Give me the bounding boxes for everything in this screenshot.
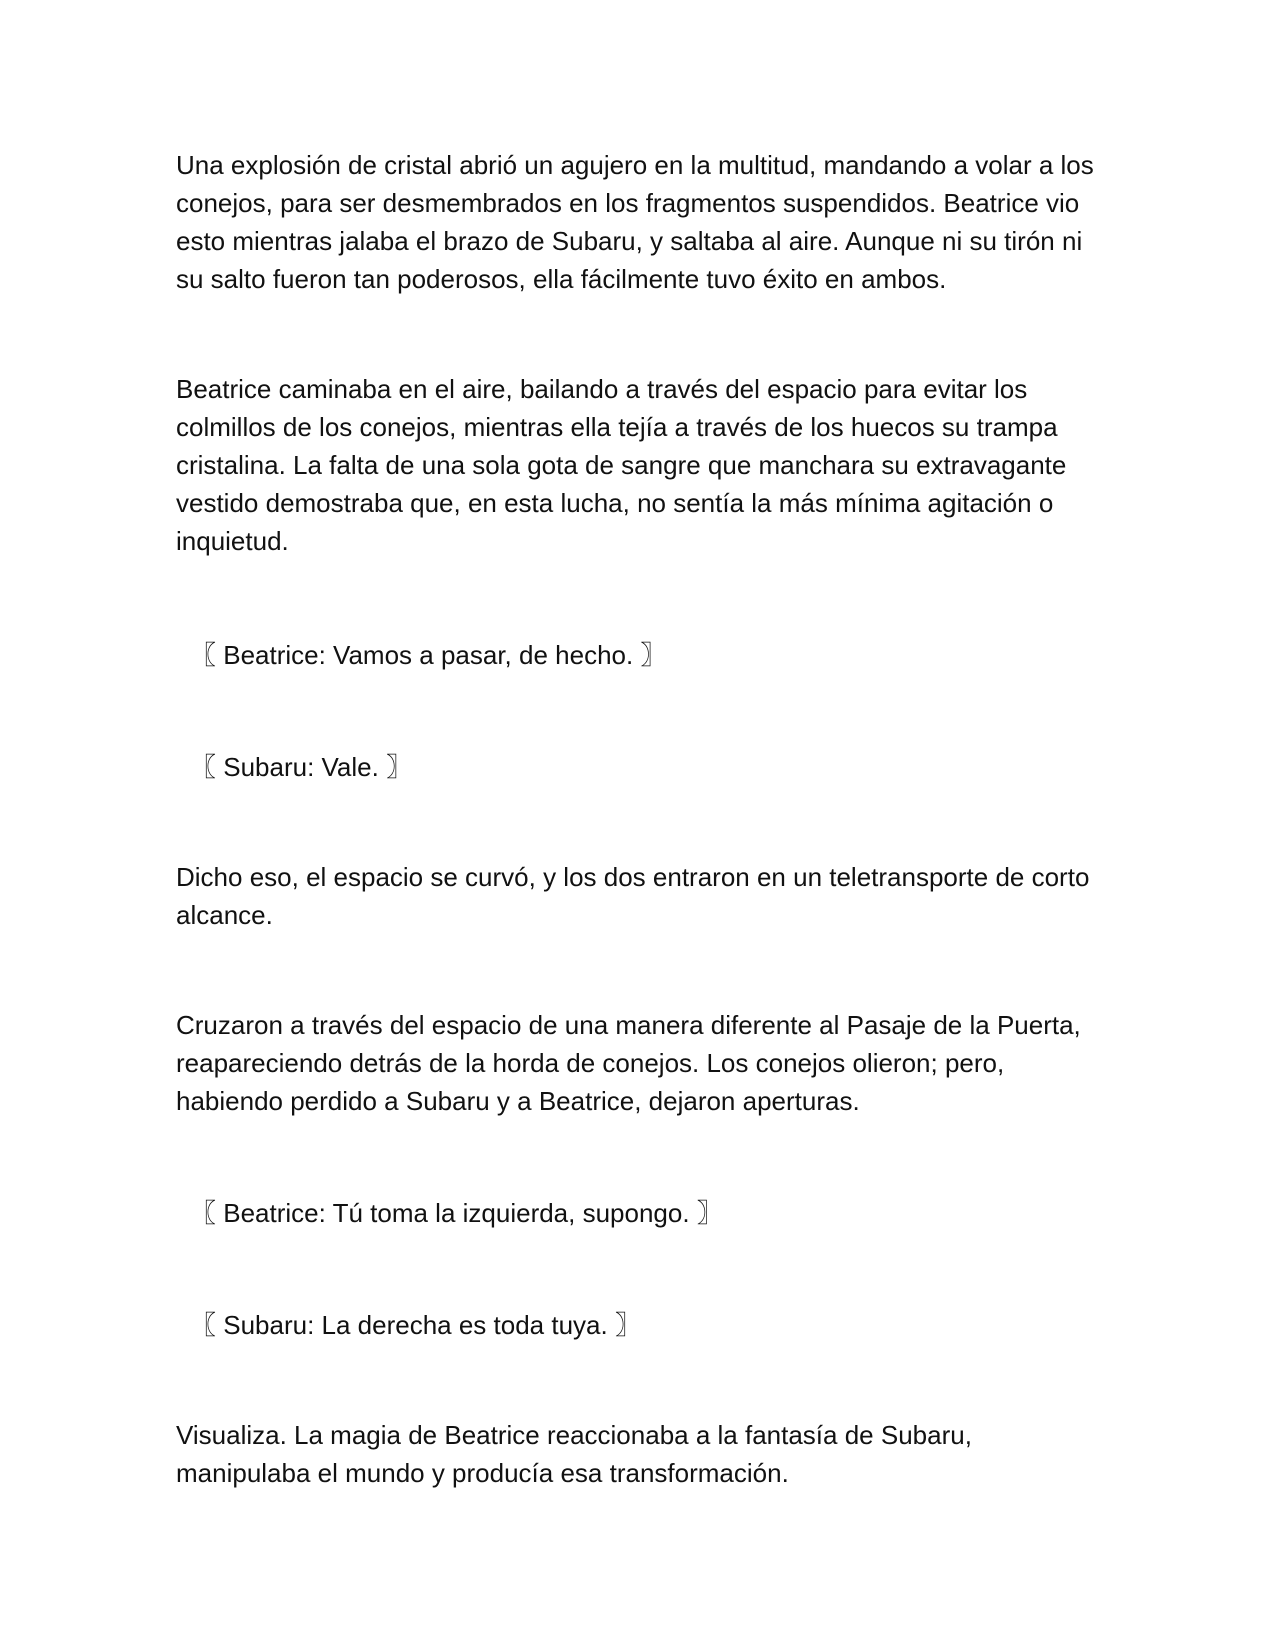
dialogue-subaru-ok: 〖 Subaru: Vale. 〗	[190, 752, 413, 782]
paragraph-visualize: Visualiza. La magia de Beatrice reaccionaba a la fantasía de Subaru, manipulaba el mundo y producía esa transformación.	[176, 1420, 972, 1488]
paragraph-crossing-space: Cruzaron a través del espacio de una manera diferente al Pasaje de la Puerta, reapareciendo detrás de la horda de conejos. Los conejos olieron; pero, habiendo perdido a Subaru y a Beatrice, dejaron aperturas.	[176, 1010, 1081, 1116]
paragraph-crystal-explosion: Una explosión de cristal abrió un agujero en la multitud, mandando a volar a los conejos, para ser desmembrados en los fragmentos suspendidos. Beatrice vio esto mientras jalaba el brazo de Subaru, y saltaba al aire. Aunque ni su tirón ni su salto fueron tan poderosos, ella fácilmente tuvo éxito en ambos.	[176, 150, 1094, 294]
dialogue-subaru-right: 〖 Subaru: La derecha es toda tuya. 〗	[190, 1310, 641, 1340]
paragraph-beatrice-walking-air: Beatrice caminaba en el aire, bailando a través del espacio para evitar los colmillos de los conejos, mientras ella tejía a través de los huecos su trampa cristalina. La falta de una sola gota de sangre que manchara su extravagante vestido demostraba que, en esta lucha, no sentía la más mínima agitación o inquietud.	[176, 374, 1067, 556]
dialogue-beatrice-left: 〖 Beatrice: Tú toma la izquierda, supongo. 〗	[190, 1198, 723, 1228]
paragraph-teleport: Dicho eso, el espacio se curvó, y los dos entraron en un teletransporte de corto alcance.	[176, 862, 1090, 930]
dialogue-beatrice-pass: 〖 Beatrice: Vamos a pasar, de hecho. 〗	[190, 640, 667, 670]
